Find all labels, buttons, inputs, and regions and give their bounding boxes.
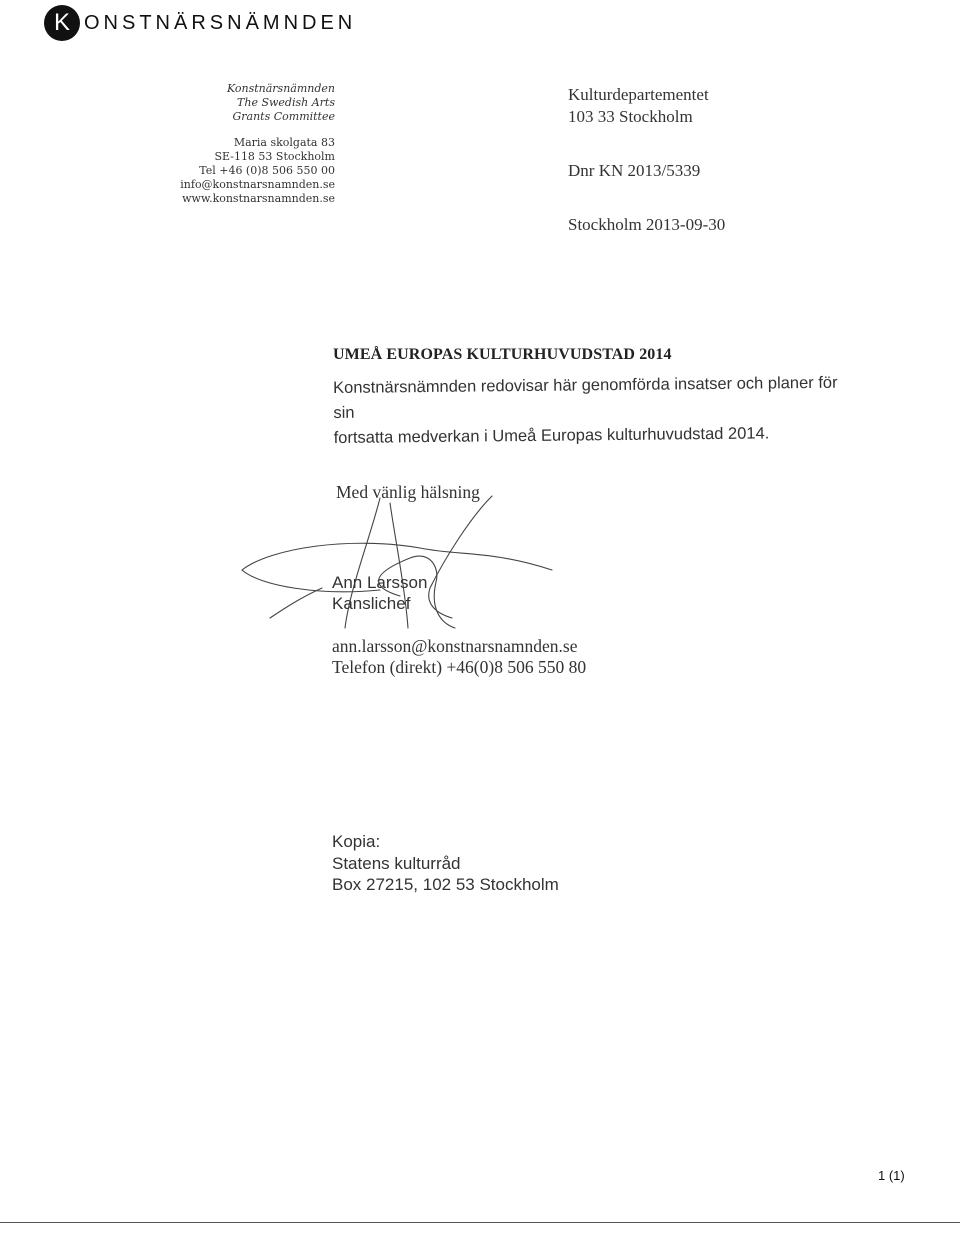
logo-wordmark: ONSTNÄRSNÄMNDEN: [84, 11, 357, 34]
signer-phone: Telefon (direkt) +46(0)8 506 550 80: [332, 657, 587, 677]
signer-name: Ann Larsson: [332, 573, 428, 592]
copy-address: Box 27215, 102 53 Stockholm: [332, 875, 559, 894]
copy-block: [332, 831, 559, 896]
logo-mark: K: [44, 5, 80, 41]
letter-heading: UMEÅ EUROPAS KULTURHUVUDSTAD 2014: [333, 346, 672, 363]
body-line-1: Konstnärsnämnden redovisar här genomförda insatser och planer för sin: [333, 373, 838, 422]
recipient-name: Kulturdepartementet: [568, 85, 709, 104]
sender-email: info@konstnarsnamnden.se: [180, 177, 335, 191]
sender-name-en-2: Grants Committee: [232, 109, 335, 123]
copy-label: Kopia:: [332, 832, 381, 851]
sender-name-en-1: The Swedish Arts: [237, 95, 335, 109]
sender-address-block: [180, 82, 335, 205]
sender-postal: SE-118 53 Stockholm: [214, 150, 335, 164]
sender-name-sv: Konstnärsnämnden: [226, 82, 335, 95]
copy-organization: Statens kulturråd: [332, 853, 461, 873]
page-number: 1 (1): [878, 1168, 905, 1183]
greeting: Med vänlig hälsning: [336, 482, 480, 502]
letter-date: Stockholm 2013-09-30: [568, 215, 726, 234]
reference-number: Dnr KN 2013/5339: [568, 161, 701, 180]
sender-web: www.konstnarsnamnden.se: [182, 191, 335, 205]
handwritten-signature: [230, 478, 570, 638]
signer-title: Kanslichef: [332, 594, 411, 613]
body-line-2: fortsatta medverkan i Umeå Europas kulturhuvudstad 2014.: [333, 424, 770, 447]
signer-contact: [332, 636, 586, 678]
organization-logo: [44, 4, 356, 42]
sender-phone: Tel +46 (0)8 506 550 00: [199, 163, 335, 177]
letter-body: [333, 371, 854, 451]
signer-block: [332, 572, 427, 614]
recipient-city: 103 33 Stockholm: [568, 107, 693, 126]
sender-street: Maria skolgata 83: [233, 136, 335, 150]
footer-divider: [0, 1222, 960, 1223]
signer-email: ann.larsson@konstnarsnamnden.se: [332, 636, 578, 656]
